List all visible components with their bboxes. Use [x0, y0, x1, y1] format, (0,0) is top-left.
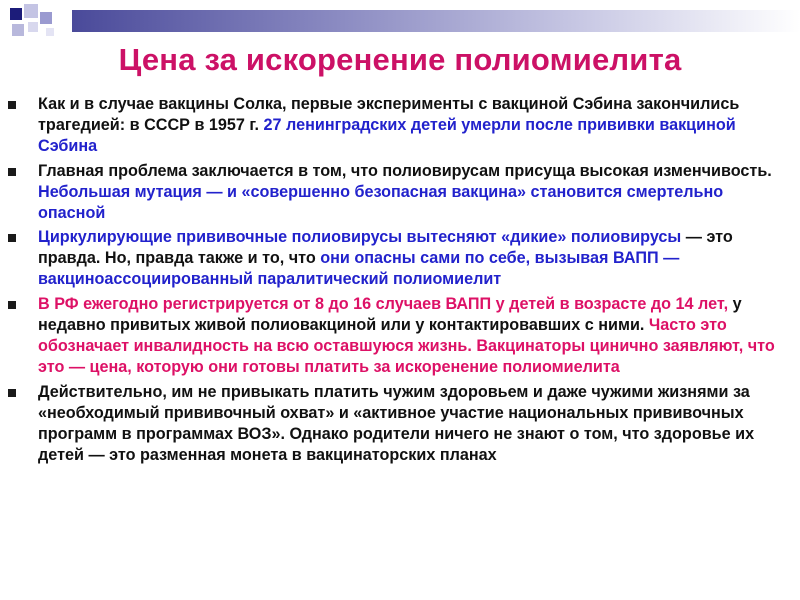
- bullet-text-segment: Небольшая мутация — и «совершенно безопасная вакцина» становится смертельно опасной: [38, 182, 724, 222]
- header-gradient-bar: [72, 10, 800, 32]
- bullet-item: [0, 161, 800, 224]
- square-bullet-icon: [8, 389, 16, 397]
- bullet-text-segment: Часто это обозначает инвалидность на всю оставшуюся жизнь. Вакцинаторы цинично заявляют, что это — цена, которую они готовы платить за искоренение полиомиелита: [38, 316, 775, 376]
- bullet-text-segment: Циркулирующие прививочные полиовирусы вытесняют «дикие» полиовирусы: [38, 228, 682, 247]
- bullet-text-segment: у недавно привитых живой полиовакциной или у контактировавших с ними.: [38, 295, 742, 335]
- decor-square: [46, 28, 54, 36]
- square-bullet-icon: [8, 301, 16, 309]
- bullet-text-segment: В РФ ежегодно регистрируется от 8 до 16 случаев ВАПП у детей в возрасте до 14 лет,: [38, 295, 733, 314]
- bullet-item: [0, 227, 800, 290]
- decor-square: [28, 22, 38, 32]
- decor-square: [24, 4, 38, 18]
- bullet-text-segment: Главная проблема заключается в том, что полиовирусам присуща высокая изменчивость.: [38, 161, 772, 180]
- bullet-item: [0, 94, 800, 157]
- bullet-text-segment: Действительно, им не привыкать платить чужим здоровьем и даже чужими жизнями за «необходимый прививочный охват» и «активное участие национальных прививочных программ в программах ВОЗ». Однако родители ничего не знают о том, что здоровье их детей — это разменная монета в вакцинаторских планах: [38, 382, 755, 464]
- bullet-text-segment: Как и в случае вакцины Солка, первые эксперименты с вакциной Сэбина закончились трагедией: в СССР в 1957 г.: [38, 95, 740, 134]
- bullet-item: [0, 294, 800, 378]
- square-bullet-icon: [8, 168, 16, 176]
- decor-square: [12, 24, 24, 36]
- bullet-item: [0, 382, 800, 466]
- square-bullet-icon: [8, 234, 16, 242]
- decor-square: [40, 12, 52, 24]
- bullet-text-segment: они опасны сами по себе, вызывая ВАПП — вакциноассоциированный паралитический полиомиелит: [38, 249, 680, 289]
- bullet-list: [0, 94, 800, 469]
- decor-square: [10, 8, 22, 20]
- square-bullet-icon: [8, 101, 16, 109]
- bullet-text-segment: — это правда. Но, правда также и то, что: [38, 228, 733, 268]
- slide-title: Цена за искоренение полиомиелита: [118, 42, 682, 77]
- bullet-text-segment: 27 ленинградских детей умерли после прививки вакциной Сэбина: [38, 115, 736, 155]
